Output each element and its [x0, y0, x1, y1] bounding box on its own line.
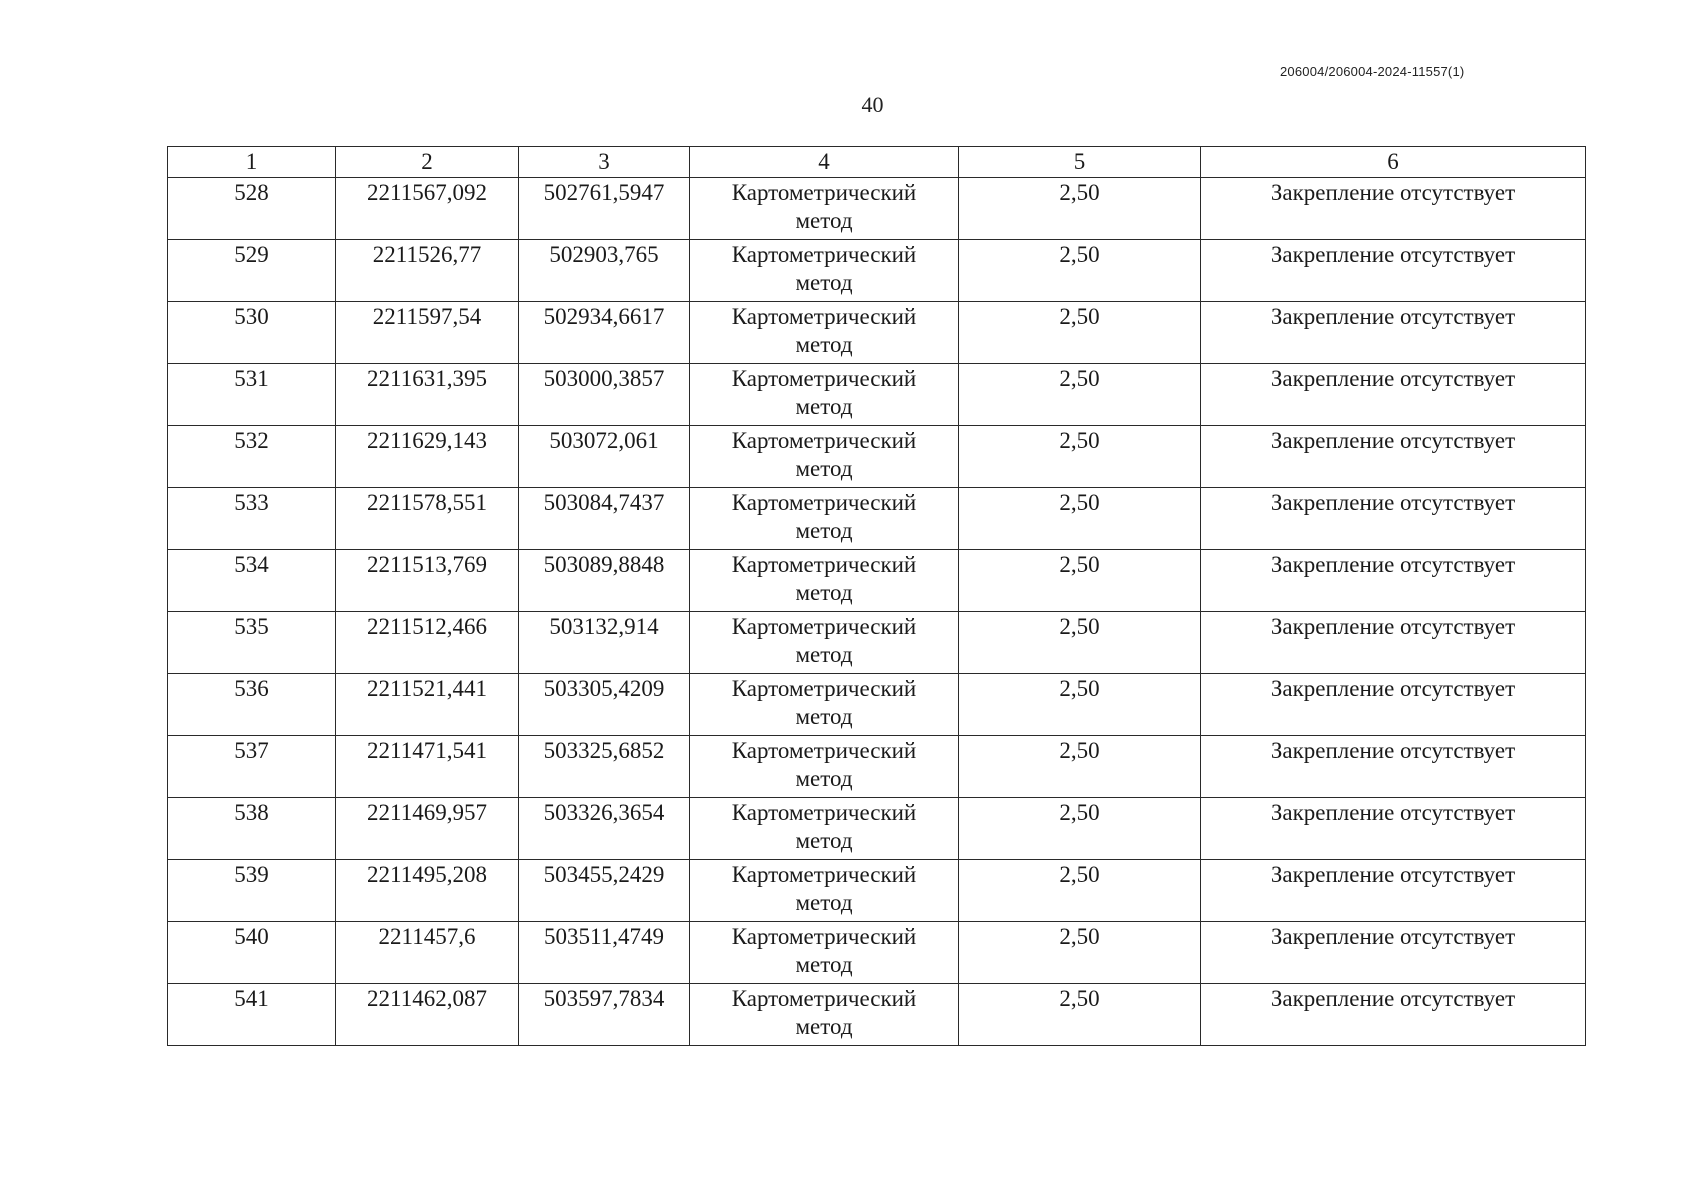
accuracy-cell: 2,50 [959, 612, 1201, 674]
column-header-5: 5 [959, 147, 1201, 178]
method-text: метод [795, 828, 853, 853]
description-cell: Закрепление отсутствует [1201, 302, 1586, 364]
method-text: метод [795, 270, 853, 295]
method-text: метод [795, 1014, 853, 1039]
y-coordinate-cell: 503326,3654 [519, 798, 690, 860]
accuracy-cell: 2,50 [959, 674, 1201, 736]
table-row [168, 550, 1586, 612]
method-text: Картометрический [731, 242, 917, 267]
accuracy-cell: 2,50 [959, 178, 1201, 240]
method-text: Картометрический [731, 986, 917, 1011]
y-coordinate-cell: 502934,6617 [519, 302, 690, 364]
point-number-cell: 532 [168, 426, 336, 488]
method-cell [690, 364, 959, 426]
method-cell [690, 240, 959, 302]
point-number-cell: 530 [168, 302, 336, 364]
method-text: Картометрический [731, 614, 917, 639]
table-header [168, 147, 1586, 178]
method-cell [690, 798, 959, 860]
table-body [168, 178, 1586, 1046]
x-coordinate-cell: 2211457,6 [336, 922, 519, 984]
method-cell [690, 674, 959, 736]
table-row [168, 860, 1586, 922]
x-coordinate-cell: 2211469,957 [336, 798, 519, 860]
description-cell: Закрепление отсутствует [1201, 488, 1586, 550]
y-coordinate-cell: 503455,2429 [519, 860, 690, 922]
y-coordinate-cell: 503084,7437 [519, 488, 690, 550]
method-cell [690, 426, 959, 488]
column-header-4: 4 [690, 147, 959, 178]
description-cell: Закрепление отсутствует [1201, 860, 1586, 922]
method-text: метод [795, 208, 853, 233]
point-number-cell: 535 [168, 612, 336, 674]
point-number-cell: 529 [168, 240, 336, 302]
table-row [168, 612, 1586, 674]
method-text: Картометрический [731, 800, 917, 825]
method-text: метод [795, 642, 853, 667]
x-coordinate-cell: 2211521,441 [336, 674, 519, 736]
method-text: метод [795, 518, 853, 543]
description-cell: Закрепление отсутствует [1201, 922, 1586, 984]
point-number-cell: 528 [168, 178, 336, 240]
method-cell [690, 860, 959, 922]
method-text: метод [795, 952, 853, 977]
x-coordinate-cell: 2211629,143 [336, 426, 519, 488]
table-row [168, 426, 1586, 488]
column-header-2: 2 [336, 147, 519, 178]
table-row [168, 674, 1586, 736]
x-coordinate-cell: 2211512,466 [336, 612, 519, 674]
method-text: Картометрический [731, 676, 917, 701]
accuracy-cell: 2,50 [959, 798, 1201, 860]
y-coordinate-cell: 503325,6852 [519, 736, 690, 798]
x-coordinate-cell: 2211513,769 [336, 550, 519, 612]
description-cell: Закрепление отсутствует [1201, 364, 1586, 426]
column-header-6: 6 [1201, 147, 1586, 178]
method-cell [690, 612, 959, 674]
table-row [168, 922, 1586, 984]
column-header-1: 1 [168, 147, 336, 178]
description-cell: Закрепление отсутствует [1201, 674, 1586, 736]
x-coordinate-cell: 2211567,092 [336, 178, 519, 240]
point-number-cell: 541 [168, 984, 336, 1046]
y-coordinate-cell: 503597,7834 [519, 984, 690, 1046]
method-text: Картометрический [731, 366, 917, 391]
method-text: Картометрический [731, 552, 917, 577]
accuracy-cell: 2,50 [959, 736, 1201, 798]
x-coordinate-cell: 2211578,551 [336, 488, 519, 550]
method-text: метод [795, 766, 853, 791]
method-cell [690, 922, 959, 984]
accuracy-cell: 2,50 [959, 860, 1201, 922]
method-cell [690, 736, 959, 798]
method-text: метод [795, 890, 853, 915]
table-row [168, 364, 1586, 426]
accuracy-cell: 2,50 [959, 922, 1201, 984]
method-text: метод [795, 332, 853, 357]
page-number: 40 [861, 92, 884, 117]
description-cell: Закрепление отсутствует [1201, 984, 1586, 1046]
x-coordinate-cell: 2211597,54 [336, 302, 519, 364]
x-coordinate-cell: 2211526,77 [336, 240, 519, 302]
document-id: 206004/206004-2024-11557(1) [1280, 64, 1465, 79]
method-text: Картометрический [731, 862, 917, 887]
table-row [168, 240, 1586, 302]
table-row [168, 798, 1586, 860]
method-cell [690, 550, 959, 612]
point-number-cell: 533 [168, 488, 336, 550]
table-row [168, 736, 1586, 798]
y-coordinate-cell: 503000,3857 [519, 364, 690, 426]
method-text: метод [795, 456, 853, 481]
method-text: Картометрический [731, 924, 917, 949]
point-number-cell: 537 [168, 736, 336, 798]
point-number-cell: 536 [168, 674, 336, 736]
x-coordinate-cell: 2211631,395 [336, 364, 519, 426]
accuracy-cell: 2,50 [959, 364, 1201, 426]
accuracy-cell: 2,50 [959, 984, 1201, 1046]
table-row [168, 302, 1586, 364]
accuracy-cell: 2,50 [959, 240, 1201, 302]
y-coordinate-cell: 503072,061 [519, 426, 690, 488]
point-number-cell: 534 [168, 550, 336, 612]
accuracy-cell: 2,50 [959, 426, 1201, 488]
x-coordinate-cell: 2211462,087 [336, 984, 519, 1046]
method-text: Картометрический [731, 428, 917, 453]
method-cell [690, 984, 959, 1046]
header-row [168, 147, 1586, 178]
method-cell [690, 178, 959, 240]
x-coordinate-cell: 2211495,208 [336, 860, 519, 922]
method-text: метод [795, 394, 853, 419]
method-text: Картометрический [731, 304, 917, 329]
method-text: метод [795, 580, 853, 605]
point-number-cell: 531 [168, 364, 336, 426]
method-text: Картометрический [731, 490, 917, 515]
description-cell: Закрепление отсутствует [1201, 178, 1586, 240]
point-number-cell: 538 [168, 798, 336, 860]
column-header-3: 3 [519, 147, 690, 178]
method-text: Картометрический [731, 180, 917, 205]
table-row [168, 488, 1586, 550]
point-number-cell: 540 [168, 922, 336, 984]
description-cell: Закрепление отсутствует [1201, 426, 1586, 488]
method-cell [690, 302, 959, 364]
accuracy-cell: 2,50 [959, 550, 1201, 612]
y-coordinate-cell: 503132,914 [519, 612, 690, 674]
y-coordinate-cell: 502903,765 [519, 240, 690, 302]
coordinates-table [167, 146, 1586, 1046]
description-cell: Закрепление отсутствует [1201, 550, 1586, 612]
method-text: Картометрический [731, 738, 917, 763]
accuracy-cell: 2,50 [959, 488, 1201, 550]
y-coordinate-cell: 503511,4749 [519, 922, 690, 984]
y-coordinate-cell: 502761,5947 [519, 178, 690, 240]
description-cell: Закрепление отсутствует [1201, 798, 1586, 860]
y-coordinate-cell: 503089,8848 [519, 550, 690, 612]
table-row [168, 178, 1586, 240]
method-text: метод [795, 704, 853, 729]
y-coordinate-cell: 503305,4209 [519, 674, 690, 736]
x-coordinate-cell: 2211471,541 [336, 736, 519, 798]
accuracy-cell: 2,50 [959, 302, 1201, 364]
description-cell: Закрепление отсутствует [1201, 240, 1586, 302]
point-number-cell: 539 [168, 860, 336, 922]
description-cell: Закрепление отсутствует [1201, 736, 1586, 798]
method-cell [690, 488, 959, 550]
table-row [168, 984, 1586, 1046]
description-cell: Закрепление отсутствует [1201, 612, 1586, 674]
